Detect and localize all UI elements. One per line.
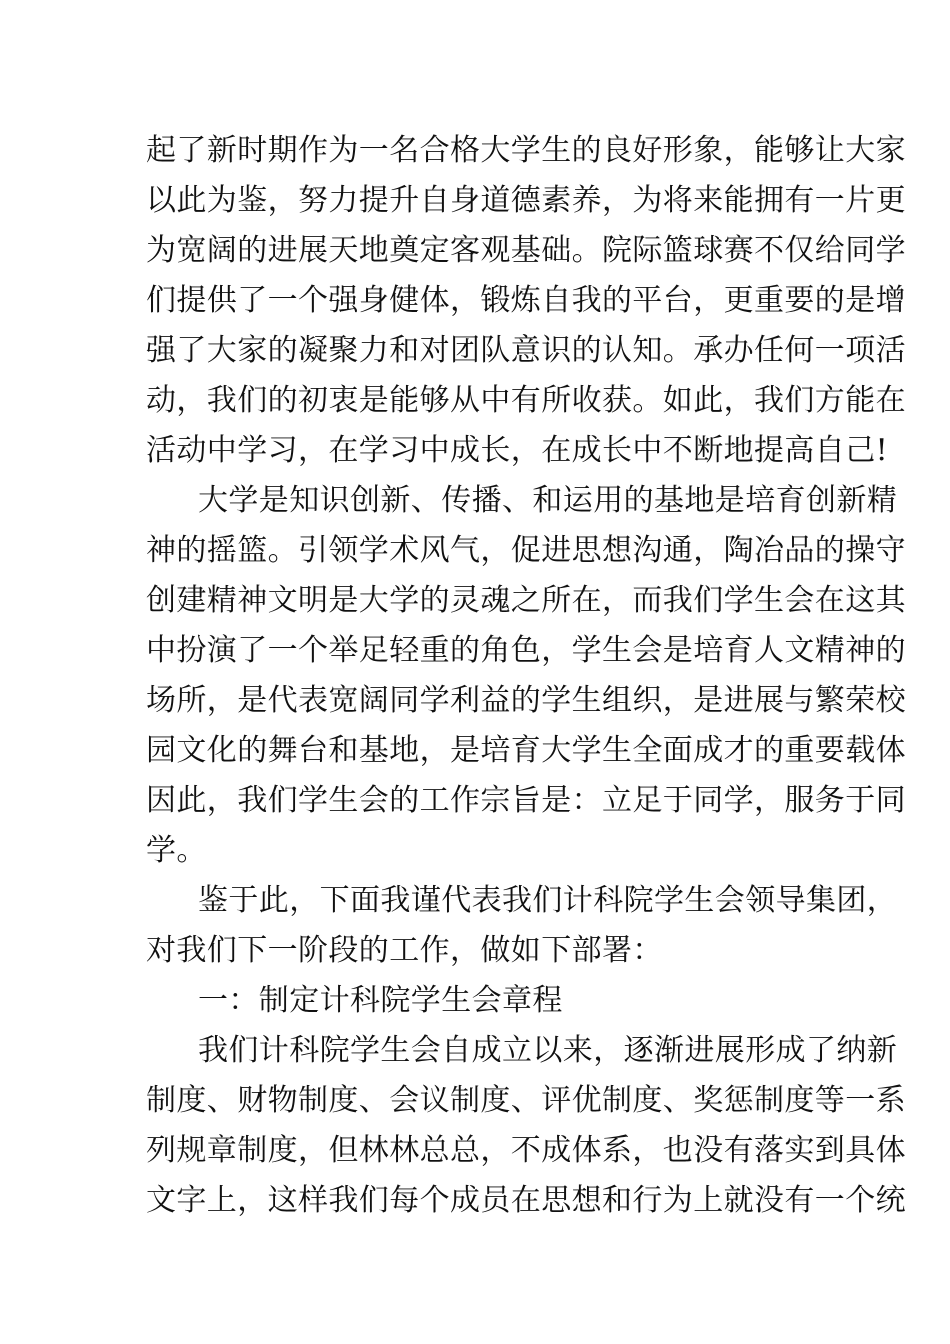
text-line: 强了大家的凝聚力和对团队意识的认知。承办任何一项活 [146,333,906,368]
paragraph-first-line: 鉴于此，下面我谨代表我们计科院学生会领导集团， [198,883,898,918]
text-line: 以此为鉴，努力提升自身道德素养，为将来能拥有一片更 [146,183,906,218]
text-line: 对我们下一阶段的工作，做如下部署： [146,933,663,968]
text-line: 学。 [146,833,207,868]
text-line: 动，我们的初衷是能够从中有所收获。如此，我们方能在 [146,383,906,418]
paragraph-first-line: 大学是知识创新、传播、和运用的基地是培育创新精 [198,483,898,518]
text-line: 神的摇篮。引领学术风气，促进思想沟通，陶冶品的操守 [146,533,906,568]
text-line: 因此，我们学生会的工作宗旨是：立足于同学，服务于同 [146,783,906,818]
paragraph-first-line: 我们计科院学生会自成立以来，逐渐进展形成了纳新 [198,1033,898,1068]
text-line: 中扮演了一个举足轻重的角色，学生会是培育人文精神的 [146,633,906,668]
section-heading: 一：制定计科院学生会章程 [198,983,563,1018]
text-line: 为宽阔的进展天地奠定客观基础。院际篮球赛不仅给同学 [146,233,906,268]
text-line: 起了新时期作为一名合格大学生的良好形象，能够让大家 [146,133,906,168]
text-line: 列规章制度，但林林总总，不成体系，也没有落实到具体 [146,1133,906,1168]
text-line: 们提供了一个强身健体，锻炼自我的平台，更重要的是增 [146,283,906,318]
text-line: 园文化的舞台和基地，是培育大学生全面成才的重要载体 [146,733,906,768]
text-line: 场所，是代表宽阔同学利益的学生组织，是进展与繁荣校 [146,683,906,718]
text-line: 制度、财物制度、会议制度、评优制度、奖惩制度等一系 [146,1083,906,1118]
text-line: 活动中学习，在学习中成长，在成长中不断地提高自己! [146,433,889,468]
text-line: 文字上，这样我们每个成员在思想和行为上就没有一个统 [146,1183,906,1218]
text-line: 创建精神文明是大学的灵魂之所在，而我们学生会在这其 [146,583,906,618]
